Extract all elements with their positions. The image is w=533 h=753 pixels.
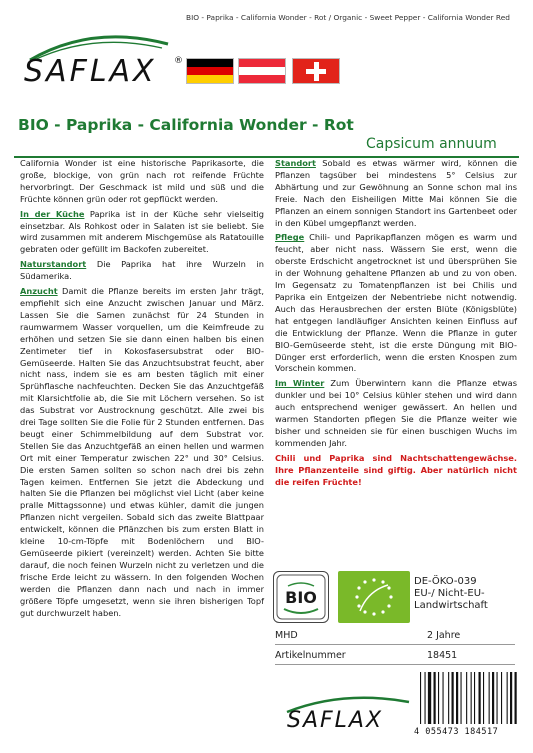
saflax-logo: [14, 20, 183, 98]
mhd-label: MHD: [275, 630, 298, 641]
eu-organic-leaf-icon: [338, 571, 410, 623]
germany-flag-icon: [186, 58, 234, 84]
location-paragraph: [275, 158, 517, 229]
care-text: Chili- und Paprikapflanzen mögen es warm und feucht, aber nicht nass. Wässern Sie erst, wenn die oberste Erdschicht angetrocknet ist und übersprühen Sie in der Wohnung gehaltene Pflanzen ab und zu von oben. Im Gegensatz zu Tomatenpflanzen ist bei Chilis und Paprika ein Entgeizen der Nebentriebe nicht notwendig. Auch das Herausbrechen der ersten Blüte (Königsblüte) hat entgegen landläufiger Ansichten keinen Einfluss auf die Entwicklung der Pflanze. Wenn die Pflanze in guter BIO-Gemüseerde steht, ist die erste Düngung mit BIO-Dünger erst erforderlich, wenn die ersten Knospen zum Vorschein kommen.: [275, 232, 517, 374]
mhd-value: 2 Jahre: [427, 630, 461, 641]
austria-flag-icon: [238, 58, 286, 84]
product-tagline: BIO - Paprika - California Wonder - Rot / Organic - Sweet Pepper - California Wonder Red: [186, 13, 510, 22]
sowing-text: Damit die Pflanze bereits im ersten Jahr trägt, empfiehlt sich eine Anzucht zwischen Januar und März. Lassen Sie die Samen zunächst für 24 Stunden in raumwarmem Wasser vorquellen, um die Keimfreude zu erhöhen und setzen Sie sie dann einen halben bis einen Zentimeter tief in Kokosfasersubstrat oder BIO-Gemüseerde. Halten Sie das Anzuchtsubstrat feucht, aber nicht nass, indem sie es am besten täglich mit einer Sprühflasche nachfeuchten. Decken Sie das Anzuchtgefäß mit Klarsichtfolie ab, die Sie mit Löchern versehen. So ist das Substrat vor Austrocknung geschützt. Alle zwei bis drei Tage sollten Sie die Folie für 2 Stunden entfernen. Das beugt einer Schimmelbildung auf dem Substrat vor. Stellen Sie das Anzuchtgefäß an einen hellen und warmen Ort mit einer Temperatur zwischen 22° und 30° Celsius. Die ersten Samen sollten so schon nach drei bis zehn Tagen keimen. Entfernen Sie jetzt die Abdeckung und halten Sie die Pflanzen bei möglichst viel Licht (aber keine pralle Mittagssonne) und etwas kühler, damit die jungen Pflanzen nicht vergeilen. Sobald sich das zweite Blattpaar entwickelt, können die Pflänzchen bis zum ersten Blatt in kleine 10-cm-Töpfe mit Bodenlöchern und BIO-Gemüseerde pikiert (vereinzelt) werden. Achten Sie bitte darauf, die noch feinen Wurzeln nicht zu verletzen und die frische Erde leicht zu wässern. In den folgenden Wochen werden die Pflanzen dann nach und nach in immer größere Töpfe umgesetzt, wenn sie ihren bisherigen Topf gut durchwurzelt haben.: [20, 286, 264, 618]
cert-code: DE-ÖKO-039: [414, 576, 477, 587]
toxicity-warning: Chili und Paprika sind Nachtschattengewächse. Ihre Pflanzenteile sind giftig. Aber natürlich nicht die reifen Früchte!: [275, 452, 517, 487]
mhd-divider: [275, 644, 515, 645]
switzerland-flag-icon: [292, 58, 340, 84]
left-text-column: [20, 158, 264, 622]
organic-certificate-text: [414, 576, 488, 612]
origin-paragraph: [20, 259, 264, 283]
article-number-label: Artikelnummer: [275, 650, 346, 661]
barcode-digits: 4 055473 184517: [414, 727, 499, 737]
latin-name: Capsicum annuum: [366, 136, 497, 152]
intro-paragraph: [20, 158, 264, 206]
kitchen-heading: In der Küche: [20, 208, 85, 219]
right-text-column: [275, 158, 517, 491]
bio-seal-icon: [273, 571, 329, 623]
brand-name: SAFLAX: [24, 54, 157, 89]
kitchen-text: Paprika ist in der Küche sehr vielseitig einsetzbar. Als Rohkost oder in Salaten ist sie beliebt. Sie wird zusammen mit anderem Mischgemüse als Ratatouille gebraten oder gefüllt im Backofen zubereitet.: [20, 208, 264, 255]
brand-name-small: SAFLAX: [287, 708, 384, 733]
winter-text: Zum Überwintern kann die Pflanze etwas dunkler und bei 10° Celsius kühler stehen und wird dann auch entsprechend weniger gewässert. An hellen und warmen Standorten pflegen Sie die Pflanze weiter wie bisher und schneiden sie für einen buschigen Wuchs im kommenden Jahr.: [275, 378, 518, 448]
care-heading: Pflege: [275, 232, 305, 243]
barcode-bars-icon: [414, 672, 526, 728]
care-paragraph: [275, 232, 517, 375]
location-heading: Standort: [275, 158, 316, 168]
bio-seal-text: BIO: [285, 588, 317, 607]
origin-heading: Naturstandort: [20, 259, 87, 270]
saflax-logo-small: [283, 690, 413, 735]
cert-agriculture: Landwirtschaft: [414, 600, 488, 611]
cert-origin: EU-/ Nicht-EU-: [414, 588, 485, 599]
ean-barcode: [414, 672, 526, 742]
origin-text: Die Paprika hat ihre Wurzeln in Südamerika.: [20, 259, 265, 282]
article-number-value: 18451: [427, 650, 458, 661]
sowing-paragraph: [20, 286, 264, 619]
article-divider: [275, 664, 515, 665]
winter-paragraph: [275, 378, 517, 449]
kitchen-paragraph: [20, 209, 264, 257]
product-title: BIO - Paprika - California Wonder - Rot: [18, 116, 354, 134]
sowing-heading: Anzucht: [20, 286, 58, 297]
winter-heading: Im Winter: [275, 378, 325, 389]
intro-text: California Wonder ist eine historische Paprikasorte, die große, blockige, von grün nach rot reifende Früchte hervorbringt. Der Geschmack ist mild und süß und die Früchte können grün oder rot gepflückt werden.: [20, 158, 264, 204]
location-text: Sobald es etwas wärmer wird, können die Pflanzen tagsüber bei mindestens 5° Celsius zur Abhärtung und zur Gewöhnung an Sonne schon mal ins Freie. Nach den Eisheiligen Mitte Mai können Sie die Pflanzen an einem sonnigen Standort ins Gartenbeet oder in den Kübel umgepflanzt werden.: [275, 158, 517, 228]
registered-mark: ®: [174, 56, 183, 66]
